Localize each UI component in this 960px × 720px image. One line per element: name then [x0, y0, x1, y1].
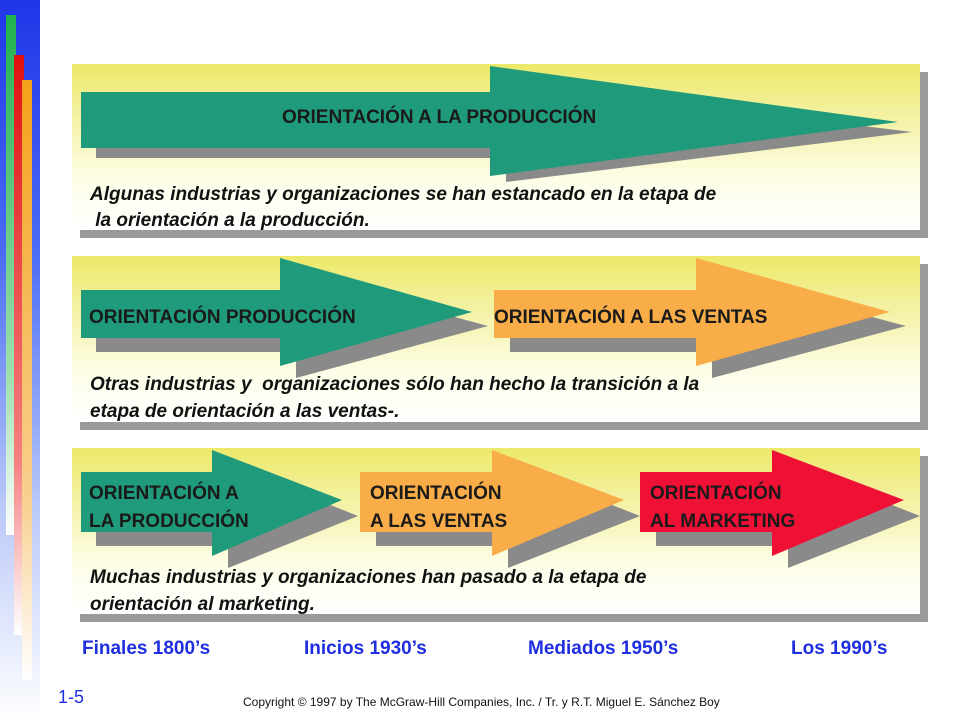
panel-row-1 — [72, 64, 920, 230]
arrow-label-production: ORIENTACIÓN A LA PRODUCCIÓN — [282, 107, 597, 128]
slide-number: 1-5 — [58, 687, 85, 707]
arrow-label-sales-3-line1: ORIENTACIÓN — [370, 483, 502, 504]
era-1990s: Los 1990’s — [791, 638, 888, 659]
row-1-description-line2: la orientación a la producción. — [90, 210, 370, 231]
arrow-label-marketing-3-line1: ORIENTACIÓN — [650, 483, 782, 504]
arrow-label-production-2: ORIENTACIÓN PRODUCCIÓN — [89, 307, 356, 328]
panel-row-3 — [72, 448, 920, 614]
row-2-description-line2: etapa de orientación a las ventas-. — [90, 401, 400, 422]
arrow-label-marketing-3-line2: AL MARKETING — [650, 511, 796, 532]
arrow-label-sales-2: ORIENTACIÓN A LAS VENTAS — [494, 307, 768, 328]
row-3-description-line2: orientación al marketing. — [90, 594, 315, 615]
era-mid-1950s: Mediados 1950’s — [528, 638, 679, 659]
arrow-label-production-3-line1: ORIENTACIÓN A — [89, 483, 239, 504]
row-1-description-line1: Algunas industrias y organizaciones se han estancado en la etapa de — [90, 184, 717, 205]
row-2-description-line1: Otras industrias y organizaciones sólo han hecho la transición a la — [90, 374, 700, 395]
arrow-label-production-3-line2: LA PRODUCCIÓN — [89, 511, 249, 532]
copyright-text: Copyright © 1997 by The McGraw-Hill Companies, Inc. / Tr. y R.T. Miguel E. Sánchez Boy — [243, 695, 720, 709]
era-early-1930s: Inicios 1930’s — [304, 638, 427, 659]
side-bar-orange — [22, 80, 32, 680]
panel-row-2 — [72, 256, 920, 422]
arrow-label-sales-3-line2: A LAS VENTAS — [370, 511, 508, 532]
row-3-description-line1: Muchas industrias y organizaciones han pasado a la etapa de — [90, 567, 647, 588]
era-late-1800s: Finales 1800’s — [82, 638, 211, 659]
